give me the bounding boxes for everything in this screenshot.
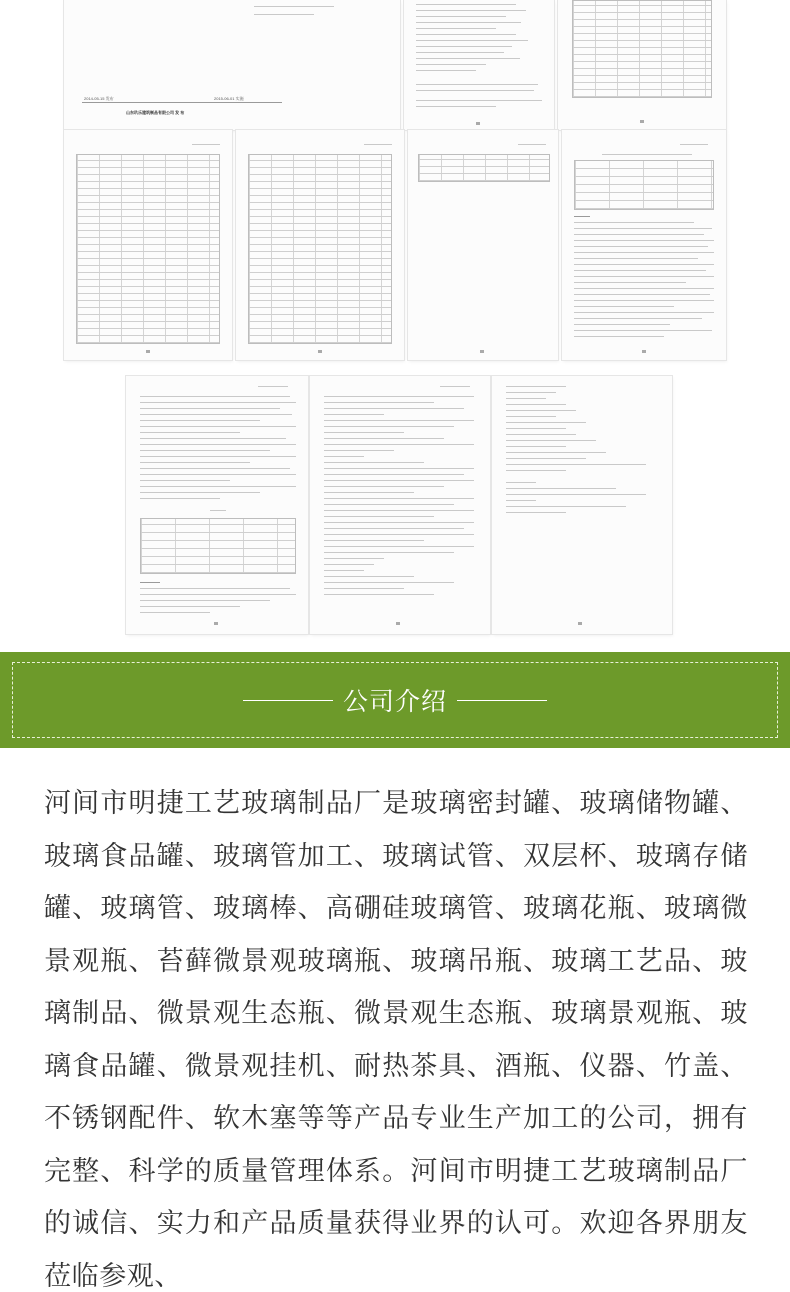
document-page-contents: [404, 0, 554, 130]
document-page-cover: [64, 0, 400, 130]
cover-date-right: 2015-06-01 实施: [214, 96, 244, 101]
document-page-table-3: [408, 130, 558, 360]
document-page-table-text: [562, 130, 726, 360]
document-page-text-left: [126, 376, 308, 634]
document-page-table-top: [558, 0, 726, 130]
document-page-table-1: [64, 130, 232, 360]
cover-date-left: 2014-05-15 发布: [84, 96, 114, 101]
banner-rule-right: [457, 700, 547, 701]
banner-heading: [0, 652, 790, 748]
company-intro-text: 河间市明捷工艺玻璃制品厂是玻璃密封罐、玻璃储物罐、玻璃食品罐、玻璃管加工、玻璃试管、双层杯、玻璃存储罐、玻璃管、玻璃棒、高硼硅玻璃管、玻璃花瓶、玻璃微景观瓶、苔藓微景观玻璃瓶、玻璃吊瓶、玻璃工艺品、玻璃制品、微景观生态瓶、微景观生态瓶、玻璃景观瓶、玻璃食品罐、微景观挂机、耐热茶具、酒瓶、仪器、竹盖、不锈钢配件、软木塞等等产品专业生产加工的公司，拥有完整、科学的质量管理体系。河间市明捷工艺玻璃制品厂的诚信、实力和产品质量获得业界的认可。欢迎各界朋友莅临参观、: [44, 788, 748, 1292]
banner-title: 公司介绍: [342, 687, 447, 716]
banner-rule-left: [243, 700, 333, 701]
document-page-text-middle: [310, 376, 490, 634]
document-page-table-2: [236, 130, 404, 360]
cover-company: 山东玖乐建筑制品有限公司 发 布: [126, 110, 185, 115]
document-page-text-right: [492, 376, 672, 634]
section-banner: [0, 652, 790, 748]
